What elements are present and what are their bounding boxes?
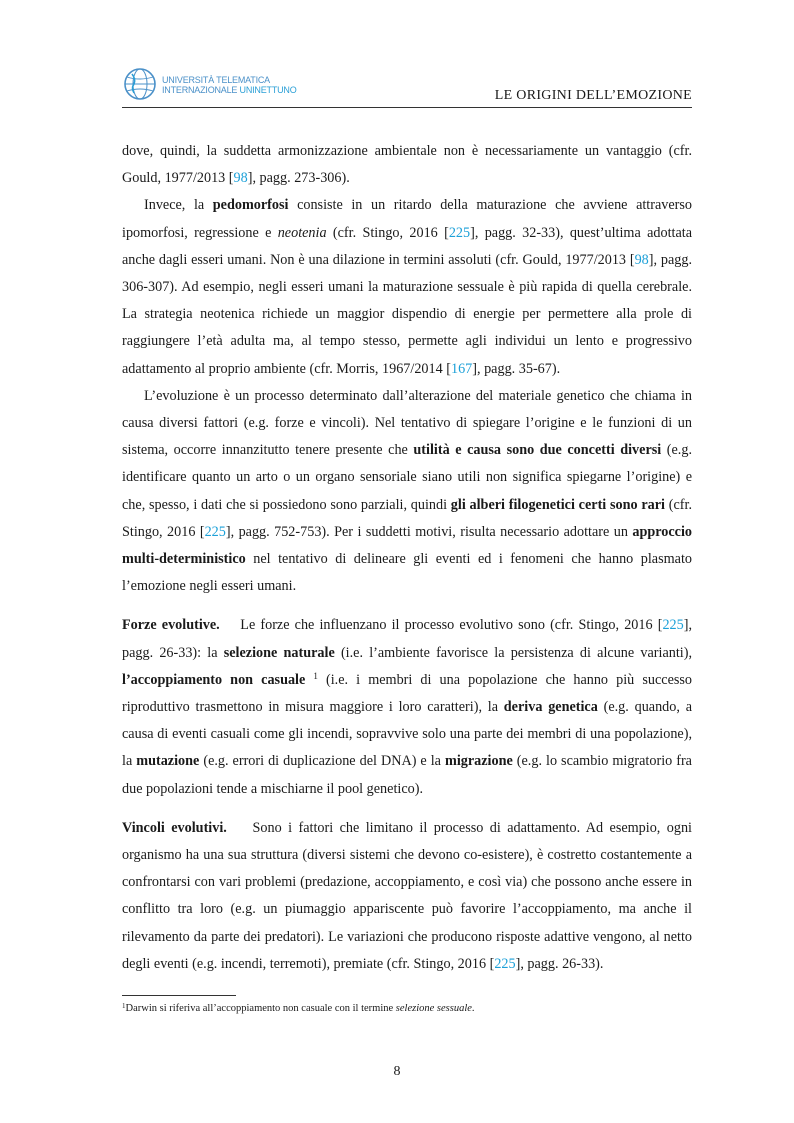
section-heading: Forze evolutive. (122, 617, 220, 634)
footnote-marker[interactable]: 1 (313, 670, 318, 681)
paragraph-1: dove, quindi, la suddetta armonizzazione ambientale non è necessariamente un vantaggio (cfr. Gould, 1977/2013 [98], pagg. 273-306). (122, 143, 692, 187)
running-head: LE ORIGINI DELL’EMOZIONE (494, 88, 692, 103)
paragraph-vincoli-evolutivi: Vincoli evolutivi. Sono i fattori che limitano il processo di adattamento. Ad esempio, ogni organismo ha una sua struttura (diversi sistemi che devono co-esistere), è costretto costantemente a confrontarsi con vari problemi (predazione, accoppiamento, e così via) che possono anche essere in conflitto tra loro (e.g. un piumaggio appariscente può favorire l’accoppiamento, ma anche il rilevamento da parte dei predatori). Le variazioni che producono risposte adattive vengono, al netto degli eventi (e.g. incendi, terremoti), premiate (cfr. Stingo, 2016 [225], pagg. 26-33). (122, 819, 692, 972)
header-rule (122, 107, 692, 108)
page-number: 8 (393, 1064, 401, 1079)
citation-link[interactable]: 225 (448, 224, 471, 241)
footnote: $^1$Darwin si riferiva all’accoppiamento non casuale con il termine selezione sessuale. (122, 1002, 475, 1014)
footnote-number: 1 (122, 1002, 126, 1010)
paragraph-2: Invece, la pedomorfosi consiste in un ritardo della maturazione che avviene attraverso ipomorfosi, regressione e neotenia (cfr. Stingo, 2016 [225], pagg. 32-33), quest’ultima adottata anche dagli esseri umani. Non è una dilazione in termini assoluti (cfr. Gould, 1977/2013 [98], pagg. 306-307). Ad esempio, negli esseri umani la maturazione sessuale è più rapida di quella cerebrale. La strategia neotenica richiede un maggior dispendio di energie per permettere alla prole di raggiungere l’età adulta ma, al tempo stesso, permette agli individui un lento e progressivo adattamento al proprio ambiente (cfr. Morris, 1967/2014 [167], pagg. 35-67). (122, 197, 693, 377)
logo-line-2b: UNINETTUNO (239, 85, 297, 95)
university-logo (122, 66, 297, 106)
main-text (122, 138, 692, 978)
citation-link[interactable]: 98 (634, 251, 649, 268)
citation-link[interactable]: 167 (450, 360, 473, 377)
logo-line-1: UNIVERSITÀ TELEMATICA (162, 75, 270, 85)
page-header (122, 62, 692, 108)
citation-link[interactable]: 225 (204, 523, 226, 540)
citation-link[interactable]: 225 (662, 617, 684, 634)
paragraph-3: L’evoluzione è un processo determinato dall’alterazione del materiale genetico che chiama in causa diversi fattori (e.g. forze e vincoli). Nel tentativo di spiegare l’origine e le funzioni di un sistema, occorre innanzitutto tenere presente che utilità e causa sono due concetti diversi (e.g. identificare quanto un arto o un organo sensoriale siano utili non significa spiegarne l’origine) e che, spesso, i dati che si possiedono sono parziali, quindi gli alberi filogenetici certi sono rari (cfr. Stingo, 2016 [225], pagg. 752-753). Per i suddetti motivi, risulta necessario adottare un approccio multi-deterministico nel tentativo di delineare gli eventi ed i fenomeni che hanno plasmato l’emozione negli esseri umani. (122, 387, 693, 595)
footnote-rule (122, 995, 236, 996)
globe-icon (122, 66, 158, 102)
section-heading: Vincoli evolutivi. (122, 819, 227, 836)
citation-link[interactable]: 225 (494, 955, 516, 972)
logo-line-2a: INTERNAZIONALE (162, 85, 240, 95)
paragraph-forze-evolutive: Forze evolutive. Le forze che influenzano il processo evolutivo sono (cfr. Stingo, 2016 [225], pagg. 26-33): la selezione naturale (i.e. l’ambiente favorisce la persistenza di alcune varianti), l’accoppiamento non casuale $^1$ (i.e. i membri di una popolazione che hanno più successo riproduttivo trasmettono in misura maggiore i loro caratteri), la deriva genetica (e.g. quando, a causa di eventi casuali come gli incendi, sopravvive solo una parte dei membri di una popolazione), la mutazione (e.g. errori di duplicazione del DNA) e la migrazione (e.g. lo scambio migratorio fra due popolazioni tende a mischiarne il pool genetico). (122, 617, 692, 797)
citation-link[interactable]: 98 (233, 170, 248, 187)
